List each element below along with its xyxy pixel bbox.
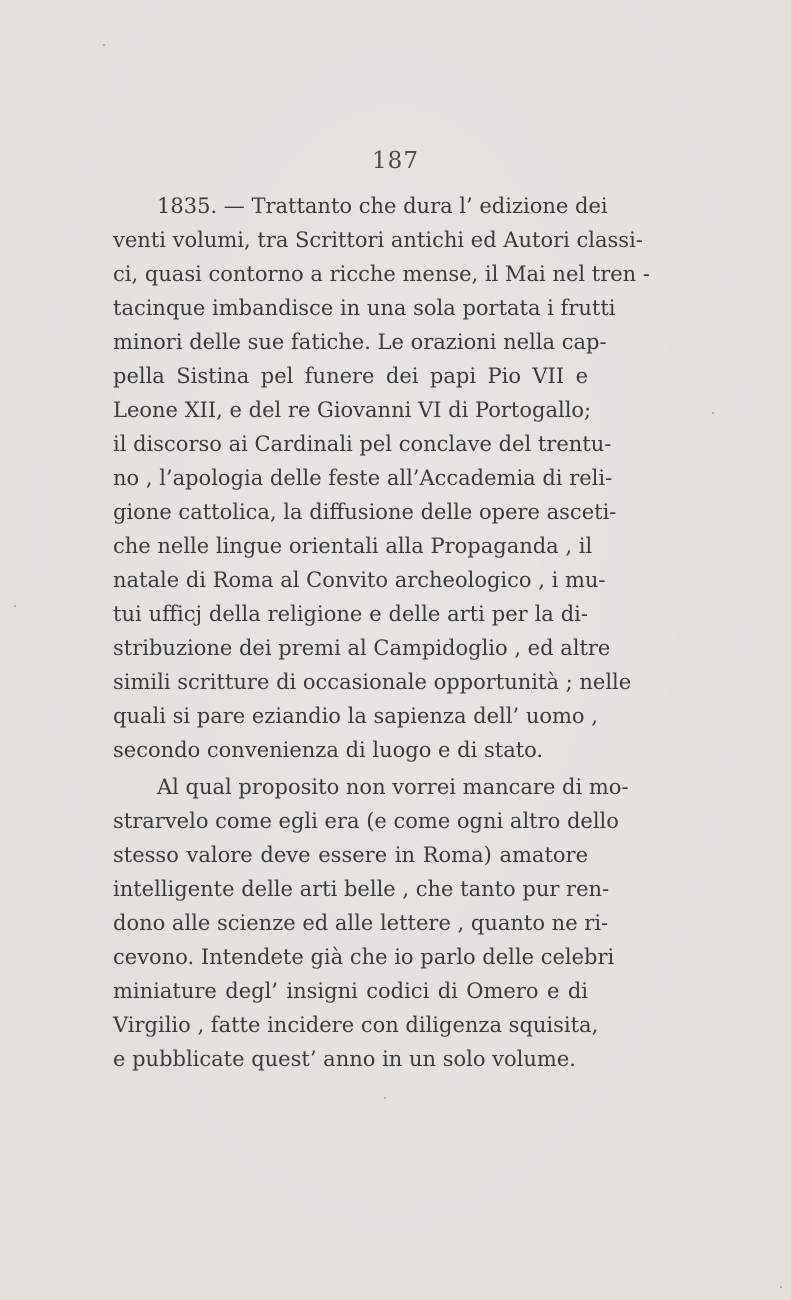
text-line: secondo convenienza di luogo e di stato. xyxy=(113,738,544,762)
text-line: Al qual proposito non vorrei mancare di mo- xyxy=(157,775,629,799)
page-number: 187 xyxy=(372,148,419,174)
text-line: il discorso ai Cardinali pel conclave del trentu- xyxy=(113,432,612,456)
text-line: ci, quasi contorno a ricche mense, il Mai nel tren - xyxy=(113,262,650,286)
paper-speck xyxy=(780,1286,782,1288)
text-line: natale di Roma al Convito archeologico , i mu- xyxy=(113,568,606,592)
text-line: miniature degl’ insigni codici di Omero e di xyxy=(113,979,588,1003)
text-line: intelligente delle arti belle , che tanto pur ren- xyxy=(113,877,610,901)
text-line: tacinque imbandisce in una sola portata i frutti xyxy=(113,296,616,320)
text-line: pella Sistina pel funere dei papi Pio VII e xyxy=(113,364,588,388)
text-line: gione cattolica, la diffusione delle opere asceti- xyxy=(113,500,617,524)
body-text xyxy=(113,189,650,1076)
paper-speck xyxy=(103,44,105,46)
text-line: minori delle sue fatiche. Le orazioni nella cap- xyxy=(113,330,607,354)
text-line: e pubblicate quest’ anno in un solo volume. xyxy=(113,1047,576,1071)
text-line: strarvelo come egli era (e come ogni altro dello xyxy=(113,809,619,833)
paragraph-2 xyxy=(113,770,629,1076)
text-line: cevono. Intendete già che io parlo delle celebri xyxy=(113,945,615,969)
text-line: 1835. — Trattanto che dura l’ edizione dei xyxy=(157,194,608,218)
text-line: no , l’apologia delle feste all’Accademia di reli- xyxy=(113,466,613,490)
text-line: che nelle lingue orientali alla Propaganda , il xyxy=(113,534,593,558)
text-line: Leone XII, e del re Giovanni VI di Portogallo; xyxy=(113,398,592,422)
paragraph-1 xyxy=(113,189,650,767)
text-line: stesso valore deve essere in Roma) amatore xyxy=(113,843,588,867)
paper-speck xyxy=(384,1097,386,1099)
text-line: tui ufficj della religione e delle arti per la di- xyxy=(113,602,588,626)
text-line: stribuzione dei premi al Campidoglio , ed altre xyxy=(113,636,611,660)
paper-speck xyxy=(14,605,16,607)
text-line: quali si pare eziandio la sapienza dell’ uomo , xyxy=(113,704,598,728)
text-line: simili scritture di occasionale opportunità ; nelle xyxy=(113,670,632,694)
text-line: Virgilio , fatte incidere con diligenza squisita, xyxy=(113,1013,599,1037)
paper-speck xyxy=(712,412,714,414)
text-line: dono alle scienze ed alle lettere , quanto ne ri- xyxy=(113,911,609,935)
text-line: venti volumi, tra Scrittori antichi ed Autori classi- xyxy=(113,228,643,252)
